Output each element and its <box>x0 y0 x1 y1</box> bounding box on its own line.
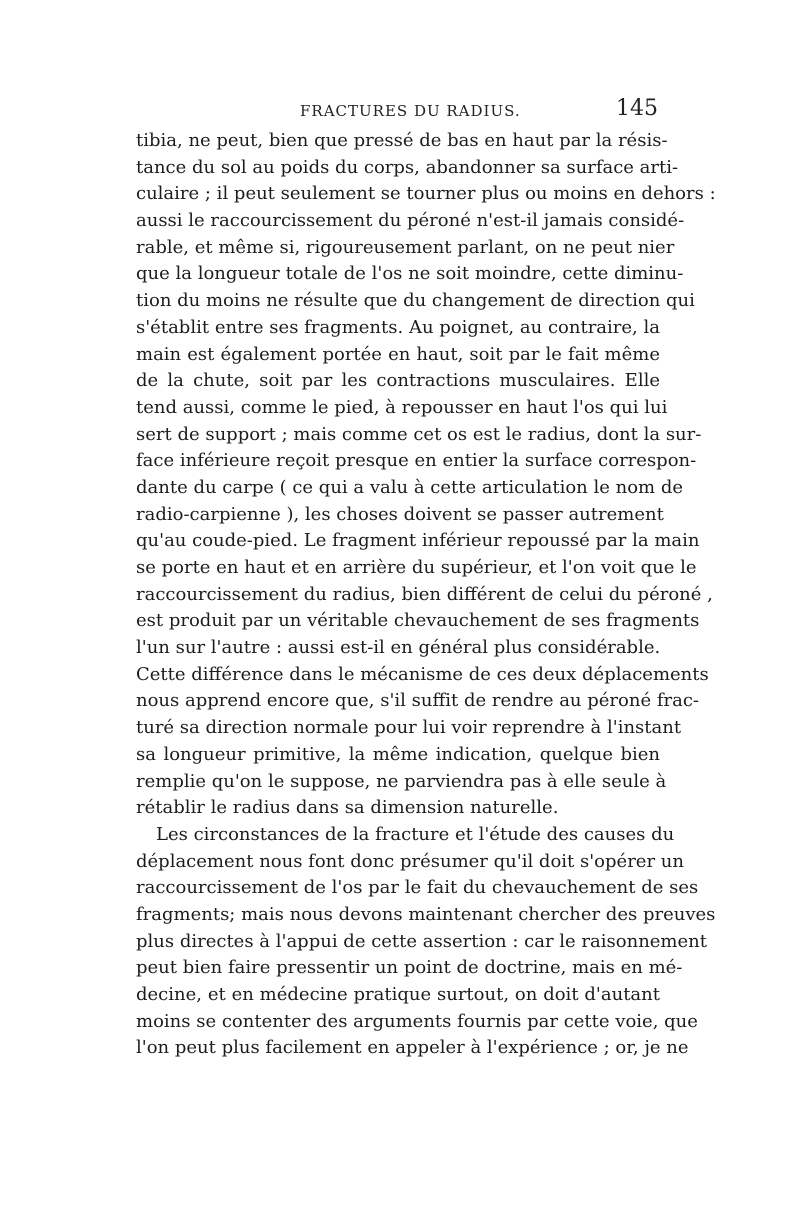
text-line: tance du sol au poids du corps, abandonner sa surface arti- <box>136 156 679 178</box>
text-line: fragments; mais nous devons maintenant chercher des preuves <box>136 903 716 925</box>
text-line: de la chute, soit par les contractions musculaires. Elle <box>136 370 660 392</box>
text-line: Cette différence dans le mécanisme de ces deux déplacements <box>136 663 709 685</box>
text-line: déplacement nous font donc présumer qu'il doit s'opérer un <box>136 850 684 872</box>
text-line: l'on peut plus facilement en appeler à l'expérience ; or, je ne <box>136 1037 689 1059</box>
running-head: FRACTURES DU RADIUS. <box>300 102 521 120</box>
text-line: radio-carpienne ), les choses doivent se passer autrement <box>136 503 664 525</box>
text-line: s'établit entre ses fragments. Au poignet, au contraire, la <box>136 316 660 338</box>
text-line: culaire ; il peut seulement se tourner plus ou moins en dehors : <box>136 183 716 205</box>
text-line: tend aussi, comme le pied, à repousser en haut l'os qui lui <box>136 396 668 418</box>
text-line: raccourcissement du radius, bien différent de celui du péroné , <box>136 583 713 605</box>
text-line: face inférieure reçoit presque en entier la surface correspon- <box>136 450 697 472</box>
text-line: que la longueur totale de l'os ne soit moindre, cette diminu- <box>136 263 684 285</box>
text-line: remplie qu'on le suppose, ne parviendra pas à elle seule à <box>136 770 667 792</box>
text-line: decine, et en médecine pratique surtout, on doit d'autant <box>136 984 660 1005</box>
body-text <box>136 128 716 1062</box>
page-number: 145 <box>616 96 658 121</box>
paragraph-start-line: Les circonstances de la fracture et l'étude des causes du <box>156 823 675 845</box>
text-line: tion du moins ne résulte que du changement de direction qui <box>136 290 695 312</box>
text-line: moins se contenter des arguments fournis par cette voie, que <box>136 1010 698 1032</box>
text-line: plus directes à l'appui de cette assertion : car le raisonnement <box>136 930 707 952</box>
text-line: main est également portée en haut, soit par le fait même <box>136 343 660 365</box>
text-line: raccourcissement de l'os par le fait du chevauchement de ses <box>136 877 699 899</box>
text-line: qu'au coude-pied. Le fragment inférieur repoussé par la main <box>136 530 700 552</box>
text-line: sert de support ; mais comme cet os est le radius, dont la sur- <box>136 423 702 445</box>
text-line: aussi le raccourcissement du péroné n'est-il jamais considé- <box>136 210 685 232</box>
text-line: dante du carpe ( ce qui a valu à cette articulation le nom de <box>136 476 684 498</box>
text-line: nous apprend encore que, s'il suffit de rendre au péroné frac- <box>136 690 699 712</box>
text-line: peut bien faire pressentir un point de doctrine, mais en mé- <box>136 957 683 979</box>
paragraph-end-line: rétablir le radius dans sa dimension naturelle. <box>136 797 559 819</box>
text-line: sa longueur primitive, la même indication, quelque bien <box>136 743 660 765</box>
text-line: se porte en haut et en arrière du supérieur, et l'on voit que le <box>136 557 697 578</box>
text-line: turé sa direction normale pour lui voir reprendre à l'instant <box>136 717 682 739</box>
text-line: rable, et même si, rigoureusement parlant, on ne peut nier <box>136 236 675 258</box>
text-line: tibia, ne peut, bien que pressé de bas en haut par la résis- <box>136 130 668 151</box>
page-header <box>138 96 658 126</box>
text-line: est produit par un véritable chevauchement de ses fragments <box>136 610 700 632</box>
text-line: l'un sur l'autre : aussi est-il en général plus considérable. <box>136 637 661 659</box>
